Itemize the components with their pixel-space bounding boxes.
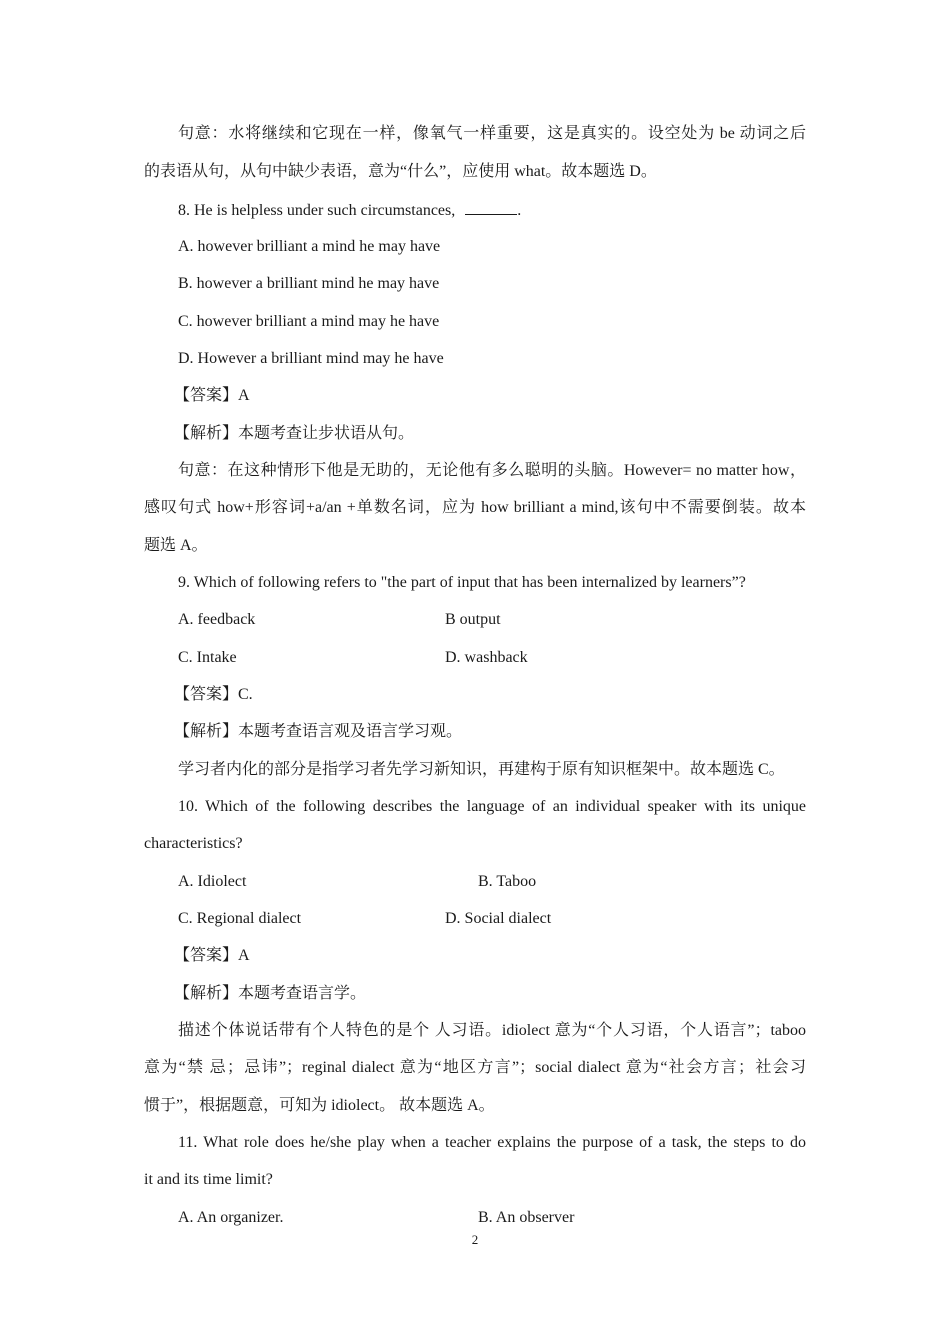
explanation-line: 惯于”，根据题意，可知为 idiolect。 故本题选 A。 [144,1097,495,1114]
answer-label: 【答案】A [174,387,250,404]
option-d: D. Social dialect [445,910,552,927]
question-11-cont: it and its time limit? [144,1171,273,1188]
option-b: B. however a brilliant mind he may have [178,275,440,292]
question-11: 11. What role does he/she play when a teacher explains the purpose of a task, the steps to do [178,1134,806,1151]
option-c: C. however brilliant a mind may he have [178,313,440,330]
option-c: C. Intake [178,649,237,666]
explanation-line: 描述个体说话带有个人特色的是个 人习语。idiolect 意为“个人习语，个人语言”；taboo [178,1022,806,1039]
explanation-line: 句意：在这种情形下他是无助的，无论他有多么聪明的头脑。However= no matter how， [178,462,806,479]
option-b: B output [445,611,501,628]
option-c: C. Regional dialect [178,910,302,927]
analysis-label: 【解析】本题考查语言学。 [174,985,367,1002]
explanation-line: 题选 A。 [144,537,208,554]
explanation-line: 句意：水将继续和它现在一样，像氧气一样重要，这是真实的。设空处为 be 动词之后 [178,125,806,142]
option-d: D. washback [445,649,528,666]
question-text: 8. He is helpless under such circumstances, [178,202,456,219]
question-tail: . [517,202,522,219]
option-a: A. however brilliant a mind he may have [178,238,441,255]
analysis-label: 【解析】本题考查让步状语从句。 [174,425,415,442]
question-9: 9. Which of following refers to "the part of input that has been internalized by learners”? [178,574,746,591]
explanation-line: 感叹句式 how+形容词+a/an +单数名词，应为 how brilliant a mind,该句中不需要倒装。故本 [144,499,806,516]
answer-blank [465,200,517,215]
answer-label: 【答案】A [174,947,250,964]
explanation-line: 学习者内化的部分是指学习者先学习新知识，再建构于原有知识框架中。故本题选 C。 [178,761,785,778]
option-b: B. Taboo [478,873,537,890]
question-8 [178,200,521,221]
option-b: B. An observer [478,1209,575,1226]
answer-label: 【答案】C. [174,686,253,703]
analysis-label: 【解析】本题考查语言观及语言学习观。 [174,723,463,740]
page-number: 2 [471,1232,479,1247]
explanation-line: 意为“禁 忌；忌讳”；reginal dialect 意为“地区方言”；social dialect 意为“社会方言；社会习 [144,1059,806,1076]
explanation-line: 的表语从句，从句中缺少表语，意为“什么”，应使用 what。故本题选 D。 [144,163,657,180]
option-a: A. An organizer. [178,1209,284,1226]
option-a: A. Idiolect [178,873,247,890]
question-10: 10. Which of the following describes the language of an individual speaker with its unique [178,798,806,815]
question-10-cont: characteristics? [144,835,243,852]
option-a: A. feedback [178,611,256,628]
option-d: D. However a brilliant mind may he have [178,350,444,367]
